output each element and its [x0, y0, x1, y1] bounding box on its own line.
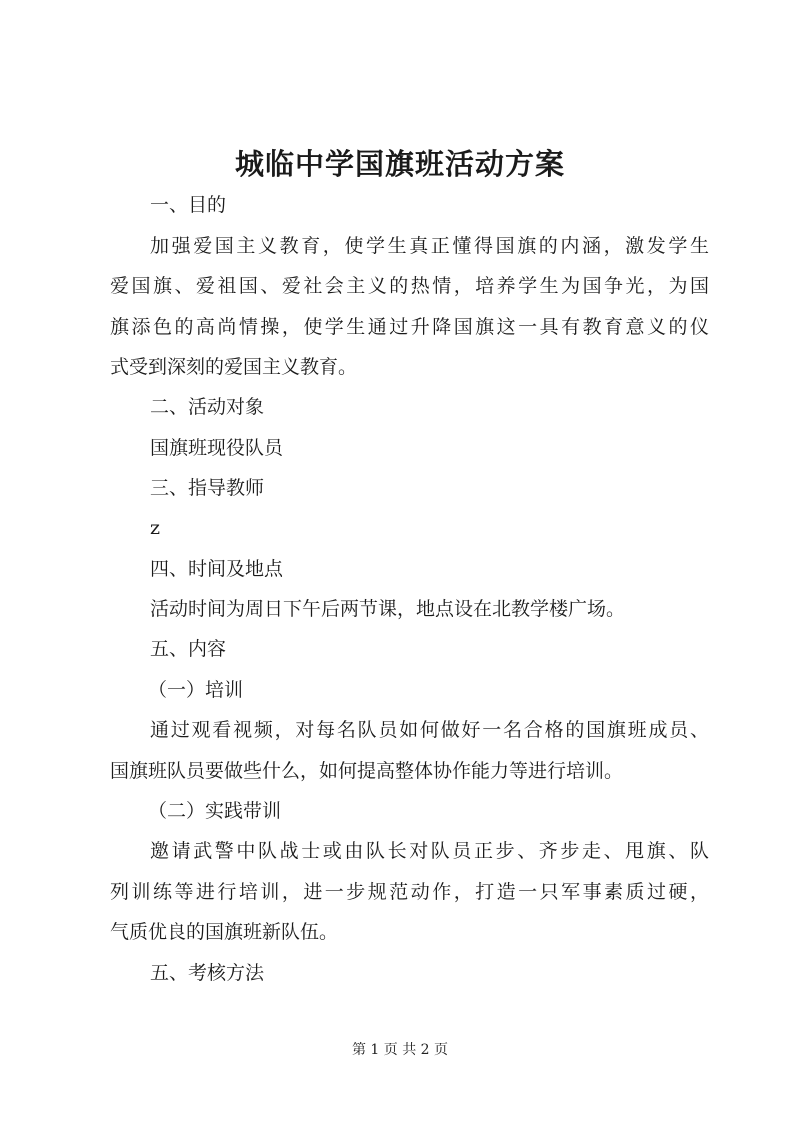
paragraph-line: 活动时间为周日下午后两节课，地点设在北教学楼广场。: [150, 598, 626, 620]
section-heading-assessment: 五、考核方法: [150, 962, 265, 984]
section-heading-purpose: 一、目的: [150, 194, 227, 216]
paragraph-line: 列训练等进行培训，进一步规范动作，打造一只军事素质过硬，: [110, 881, 710, 903]
section-heading-content: 五、内容: [150, 638, 227, 660]
paragraph-line: 式受到深刻的爱国主义教育。: [110, 356, 358, 378]
paragraph-line: 通过观看视频，对每名队员如何做好一名合格的国旗班成员、: [150, 719, 710, 741]
paragraph-line: 邀请武警中队战士或由队长对队员正步、齐步走、甩旗、队: [150, 840, 710, 862]
document-title: 城临中学国旗班活动方案: [234, 147, 565, 181]
subsection-heading-practice: （二）实践带训: [148, 800, 282, 822]
subsection-heading-training: （一）培训: [148, 679, 244, 701]
paragraph-line: 加强爱国主义教育，使学生真正懂得国旗的内涵，激发学生: [150, 235, 710, 257]
paragraph-line: 国旗班队员要做些什么，如何提高整体协作能力等进行培训。: [110, 760, 624, 782]
page-footer: 第 1 页 共 2 页: [351, 1042, 449, 1058]
section-heading-instructor: 三、指导教师: [150, 477, 265, 499]
paragraph-line: 旗添色的高尚情操，使学生通过升降国旗这一具有教育意义的仪: [110, 316, 710, 338]
paragraph-line: 国旗班现役队员: [150, 437, 284, 459]
paragraph-line: z: [150, 517, 161, 539]
section-heading-time-place: 四、时间及地点: [150, 558, 284, 580]
paragraph-line: 爱国旗、爱祖国、爱社会主义的热情，培养学生为国争光，为国: [110, 275, 710, 297]
paragraph-line: 气质优良的国旗班新队伍。: [110, 921, 339, 943]
section-heading-participants: 二、活动对象: [150, 396, 265, 418]
